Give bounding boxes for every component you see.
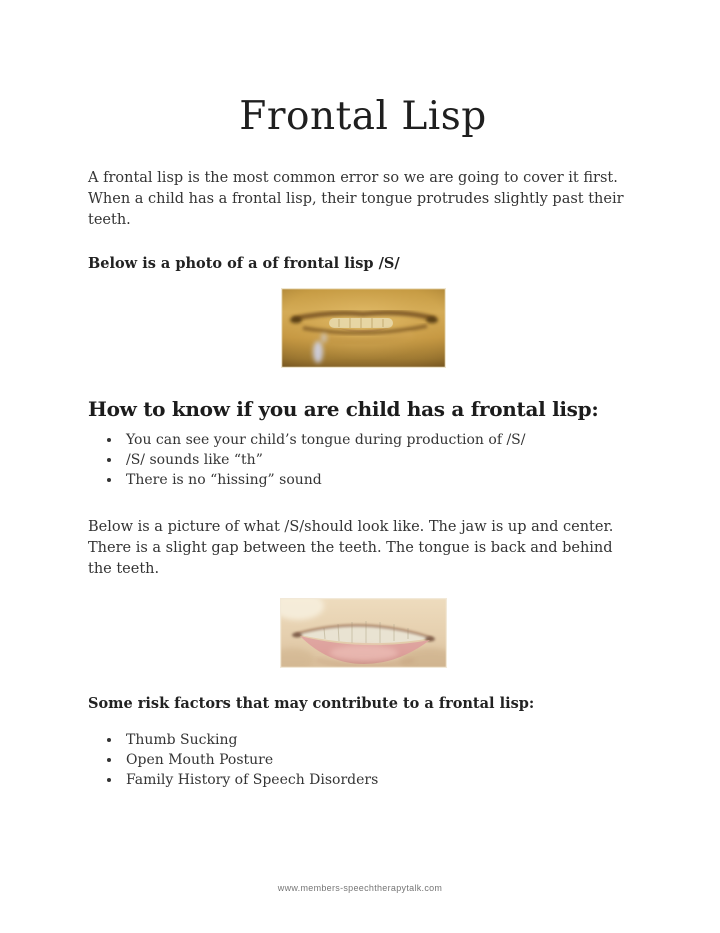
risk-factors-list: [88, 730, 638, 790]
risk-factors-heading: Some risk factors that may contribute to a frontal lisp:: [88, 694, 535, 712]
frontal-lisp-photo-caption: Below is a photo of a of frontal lisp /S/: [88, 254, 400, 272]
intro-paragraph: A frontal lisp is the most common error so we are going to cover it first. When a child has a frontal lisp, their tongue protrudes slightly past their teeth.: [88, 169, 624, 228]
list-item: • Thumb Sucking: [122, 730, 638, 750]
correct-s-paragraph: Below is a picture of what /S/should look like. The jaw is up and center. There is a slight gap between the teeth. The tongue is back and behind the teeth.: [88, 518, 614, 577]
how-to-know-heading: How to know if you are child has a frontal lisp:: [88, 396, 599, 421]
frontal-lisp-photo: [281, 288, 446, 368]
smiling-mouth-image: [280, 598, 447, 668]
list-item: • You can see your child’s tongue during production of /S/: [122, 430, 638, 450]
page-title: Frontal Lisp: [239, 94, 487, 139]
footer-url: www.members-speechtherapytalk.com: [277, 883, 443, 893]
list-item: • There is no “hissing” sound: [122, 470, 638, 490]
list-item: • Family History of Speech Disorders: [122, 770, 638, 790]
how-to-know-list: [88, 430, 638, 490]
mouth-with-tongue-protruding-image: [281, 288, 446, 368]
correct-s-photo: [280, 598, 447, 668]
list-item: • Open Mouth Posture: [122, 750, 638, 770]
list-item: • /S/ sounds like “th”: [122, 450, 638, 470]
